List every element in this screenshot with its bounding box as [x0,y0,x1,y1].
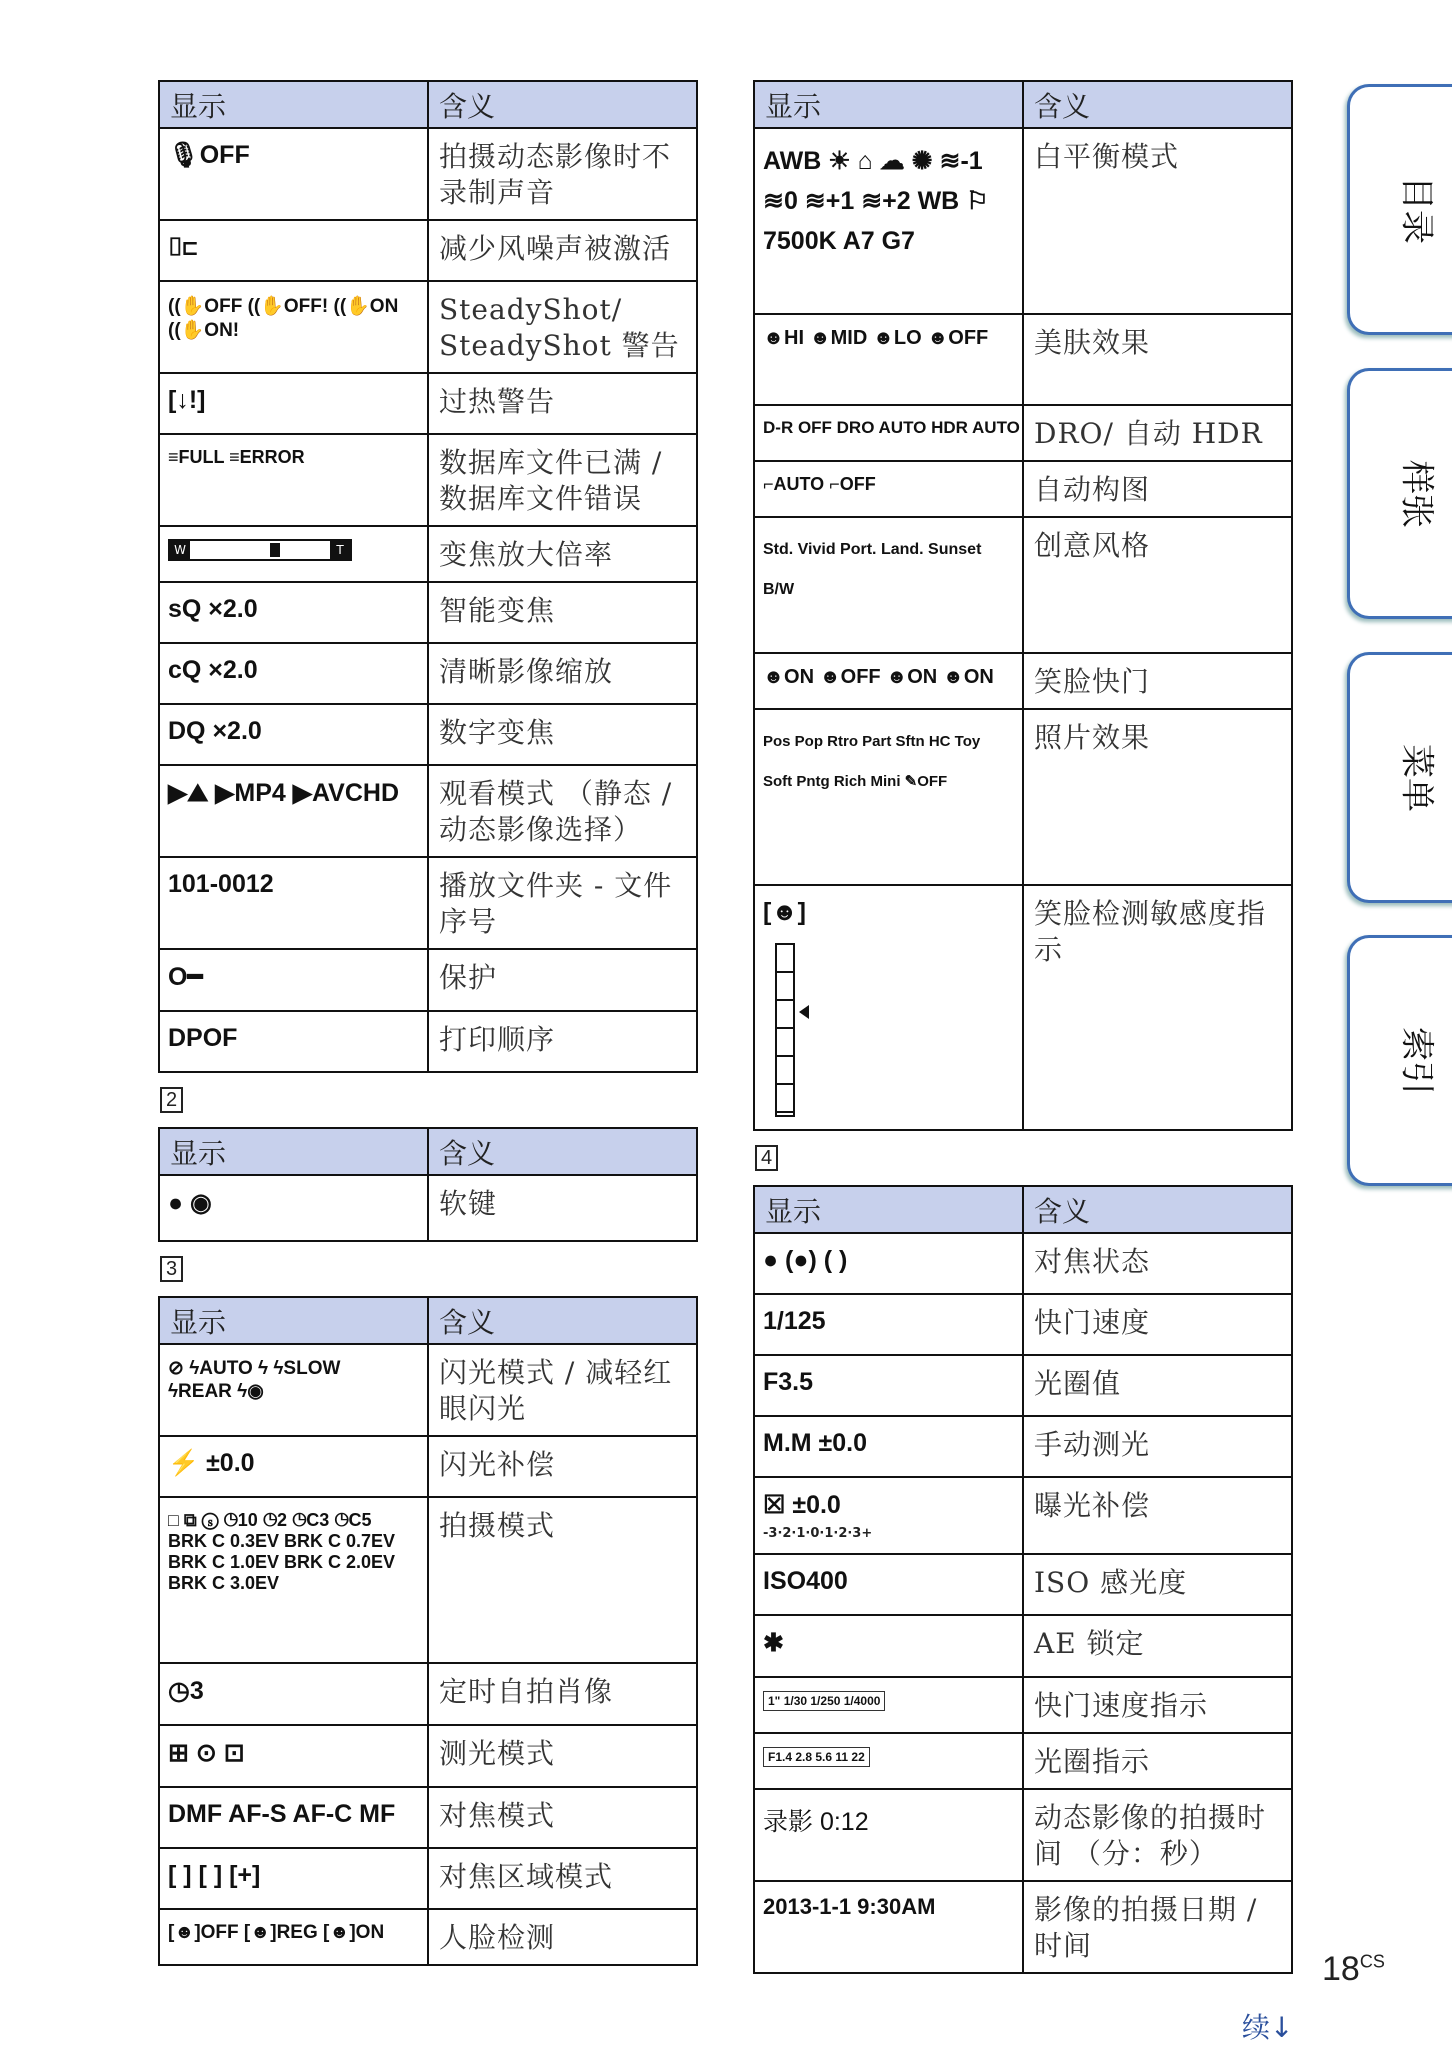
table-row: ⌐AUTO ⌐OFF 自动构图 [754,461,1292,517]
flash-mode-icon: ⊘ ϟAUTO ϟ ϟSLOW ϟREAR ϟ◉ [168,1358,341,1402]
table-row: 录影 0:12 动态影像的拍摄时间 （分：秒） [754,1789,1292,1881]
table-row: [ ] [ ] [+] 对焦区域模式 [159,1848,697,1909]
aperture-indicator: F1.4 2.8 5.6 11 22 [763,1747,870,1767]
table-row: cQ ×2.0 清晰影像缩放 [159,643,697,704]
steadyshot-icon: ((✋OFF ((✋OFF! ((✋ON ((✋ON! [168,296,399,341]
folder-file-number: 101-0012 [168,870,274,898]
table-row: Std. Vivid Port. Land. Sunset B/W 创意风格 [754,517,1292,653]
table-row: DQ ×2.0 数字变焦 [159,704,697,765]
table-row: 🎙OFF 拍摄动态影像时不录制声音 [159,128,697,220]
recording-date: 2013-1-1 9:30AM [763,1894,936,1919]
clear-zoom-icon: cQ ×2.0 [168,656,258,684]
dro-hdr-icon: D-R OFF DRO AUTO HDR AUTO [763,418,1020,437]
table-3: 显示 含义 ⊘ ϟAUTO ϟ ϟSLOW ϟREAR ϟ◉ 闪光模式 / 减轻红眼闪光 ⚡ ±0.0 闪光补偿 □ ⧉ ⓢ ◷10 ◷2 ◷C3 ◷C5 BRK C 0.3EV BRK C 0.7EV BRK C 1.0EV BRK C 2.0EV BRK C 3.0EV 拍摄模式 ◷3 定时自拍肖像 ⊞ ⊙ ⊡ 测光模式 DMF AF-S AF-C MF 对焦模式 [ ] [ ] [+] 对焦区域模式 [☻]OFF [☻]REG [☻]ON 人脸检测 [158,1296,698,1966]
creative-style-icon: Std. Vivid Port. Land. Sunset B/W [763,541,982,598]
page-number: $18^{CS}$ [1322,1950,1385,1988]
right-column [753,80,1293,1974]
table-row: ⊞ ⊙ ⊡ 测光模式 [159,1725,697,1787]
table-row: W T 变焦放大倍率 [159,526,697,582]
focus-status-icon: ● (●) ( ) [763,1246,848,1274]
table-row: [↓!] 过热警告 [159,373,697,434]
section-number-4: 4 [755,1145,778,1171]
continue-link[interactable]: 续↓ [1242,2011,1294,2044]
metered-manual-icon: M.M ±0.0 [763,1429,868,1457]
table-row: 101-0012 播放文件夹 - 文件序号 [159,857,697,949]
aperture-value: F3.5 [763,1368,814,1396]
table-row: ● ◉ 软键 [159,1175,697,1241]
soft-key-icon: ● ◉ [168,1189,212,1217]
section-number-2: 2 [160,1087,183,1113]
database-icon: ≡FULL ≡ERROR [168,447,305,467]
table-row: D-R OFF DRO AUTO HDR AUTO DRO/ 自动 HDR [754,405,1292,461]
table-row: 2013-1-1 9:30AM 影像的拍摄日期 / 时间 [754,1881,1292,1973]
smart-zoom-icon: sQ ×2.0 [168,595,258,623]
table-row: ⚡ ±0.0 闪光补偿 [159,1436,697,1497]
section-number-3: 3 [160,1256,183,1282]
table-row: ⌷⊏ 减少风噪声被激活 [159,220,697,281]
table-1 [158,80,698,1073]
table-row: ☻ON ☻OFF ☻ON ☻ON 笑脸快门 [754,653,1292,709]
shutter-speed-value: 1/125 [763,1307,826,1335]
table-row: ● (●) ( ) 对焦状态 [754,1233,1292,1294]
table-row: ◷3 定时自拍肖像 [159,1663,697,1725]
recording-time: 录影 0:12 [763,1808,869,1836]
face-detection-icon: [☻]OFF [☻]REG [☻]ON [168,1922,385,1943]
focus-area-icon: [ ] [ ] [+] [168,1861,261,1889]
tab-sample-photos[interactable]: 样张 [1347,368,1452,619]
tab-contents[interactable]: 目录 [1347,84,1452,335]
self-portrait-timer-icon: ◷3 [168,1677,204,1705]
table-4: 显示 含义 ● (●) ( ) 对焦状态 1/125 快门速度 F3.5 光圈值 M.M ±0.0 手动测光 ☒ ±0.0 -3·2·1·0·1·2·3+ 曝光补偿 ISO400 ISO 感光度 ✱ AE 锁定 1" 1/30 1/250 1/4000 快门速度指示 F1.4 2.8 5.6 11 22 光圈指示 录影 0:12 动态影像的拍摄时间 （分：秒） 2013-1-1 9:30AM 影像的拍摄日期 / 时间 [753,1185,1293,1974]
table-row: F1.4 2.8 5.6 11 22 光圈指示 [754,1733,1292,1789]
iso-value: ISO400 [763,1567,848,1595]
table-row: DPOF 打印顺序 [159,1011,697,1072]
auto-framing-icon: ⌐AUTO ⌐OFF [763,474,876,494]
table-row: ✱ AE 锁定 [754,1615,1292,1677]
white-balance-icon: AWB ☀ ⌂ ☁ ✺ ≋-1 ≋0 ≋+1 ≋+2 WB ⚐ 7500K A7 G7 [763,147,989,255]
table-row: ☻HI ☻MID ☻LO ☻OFF 美肤效果 [754,314,1292,405]
protect-icon: O━ [168,963,203,991]
table-row: AWB ☀ ⌂ ☁ ✺ ≋-1 ≋0 ≋+1 ≋+2 WB ⚐ 7500K A7 G7 白平衡模式 [754,128,1292,314]
col-header-meaning: 含义 [428,81,697,128]
overheat-icon: [↓!] [168,386,206,414]
table-row: ((✋OFF ((✋OFF! ((✋ON ((✋ON! SteadyShot/ SteadyShot 警告 [159,281,697,373]
shutter-speed-indicator: 1" 1/30 1/250 1/4000 [763,1691,885,1711]
table-row: [☻]OFF [☻]REG [☻]ON 人脸检测 [159,1909,697,1965]
table-row: ISO400 ISO 感光度 [754,1554,1292,1615]
smile-shutter-icon: ☻ON ☻OFF ☻ON ☻ON [763,666,994,688]
table-row: ☒ ±0.0 -3·2·1·0·1·2·3+ 曝光补偿 [754,1477,1292,1554]
smile-sensitivity-bar [775,943,795,1117]
wind-noise-icon: ⌷⊏ [168,233,198,261]
table-row: O━ 保护 [159,949,697,1011]
metering-mode-icon: ⊞ ⊙ ⊡ [168,1739,245,1767]
table-row: 1/125 快门速度 [754,1294,1292,1355]
tab-index[interactable]: 索引 [1347,935,1452,1186]
picture-effect-icon: Pos Pop Rtro Part Sftn HC Toy Soft Pntg Rich Mini ✎OFF [763,733,981,790]
table-wb: 显示 含义 AWB ☀ ⌂ ☁ ✺ ≋-1 ≋0 ≋+1 ≋+2 WB ⚐ 7500K A7 G7 白平衡模式 ☻HI ☻MID ☻LO ☻OFF 美肤效果 D-R OFF DRO AUTO HDR AUTO DRO/ 自动 HDR ⌐AUTO ⌐OFF 自动构图 Std. Vivid Port. Land. Sunset B/W 创意风格 ☻ON ☻OFF ☻ON ☻ON 笑脸快门 Pos Pop Rtro Part Sftn HC Toy Soft Pntg Rich Mini ✎OFF 照片效果 [☻] 笑脸检测敏感度指示 [753,80,1293,1131]
view-mode-icon: ▶⛰ ▶MP4 ▶AVCHD [168,779,400,807]
table-2: 显示 含义 ● ◉ 软键 [158,1127,698,1242]
zoom-bar-icon: W T [168,539,352,561]
table-row: □ ⧉ ⓢ ◷10 ◷2 ◷C3 ◷C5 BRK C 0.3EV BRK C 0.7EV BRK C 1.0EV BRK C 2.0EV BRK C 3.0EV 拍摄模式 [159,1497,697,1663]
ae-lock-icon: ✱ [763,1629,784,1657]
table-row: Pos Pop Rtro Part Sftn HC Toy Soft Pntg Rich Mini ✎OFF 照片效果 [754,709,1292,885]
smile-sensitivity-icon: [☻] [763,898,806,926]
col-header-display: 显示 [159,81,428,128]
drive-mode-icon: □ ⧉ ⓢ ◷10 ◷2 ◷C3 ◷C5 BRK C 0.3EV BRK C 0.7EV BRK C 1.0EV BRK C 2.0EV BRK C 3.0EV [168,1510,396,1593]
mic-off-icon: 🎙OFF [168,141,250,169]
tab-menu[interactable]: 菜单 [1347,652,1452,903]
table-row: M.M ±0.0 手动测光 [754,1416,1292,1477]
table-row: 1" 1/30 1/250 1/4000 快门速度指示 [754,1677,1292,1733]
focus-mode-icon: DMF AF-S AF-C MF [168,1800,396,1828]
soft-skin-icon: ☻HI ☻MID ☻LO ☻OFF [763,327,989,349]
table-row: ≡FULL ≡ERROR 数据库文件已满 / 数据库文件错误 [159,434,697,526]
dpof-icon: DPOF [168,1024,238,1052]
left-column [158,80,698,1966]
table-row: [☻] 笑脸检测敏感度指示 [754,885,1292,1130]
digital-zoom-icon: DQ ×2.0 [168,717,262,745]
table-row: sQ ×2.0 智能变焦 [159,582,697,643]
table-row: ▶⛰ ▶MP4 ▶AVCHD 观看模式 （静态 / 动态影像选择） [159,765,697,857]
exposure-scale: -3·2·1·0·1·2·3+ [763,1526,873,1541]
exposure-comp-icon: ☒ ±0.0 [763,1491,841,1519]
flash-comp-icon: ⚡ ±0.0 [168,1449,255,1477]
table-row: ⊘ ϟAUTO ϟ ϟSLOW ϟREAR ϟ◉ 闪光模式 / 减轻红眼闪光 [159,1344,697,1436]
table-row: DMF AF-S AF-C MF 对焦模式 [159,1787,697,1848]
table-row: F3.5 光圈值 [754,1355,1292,1416]
